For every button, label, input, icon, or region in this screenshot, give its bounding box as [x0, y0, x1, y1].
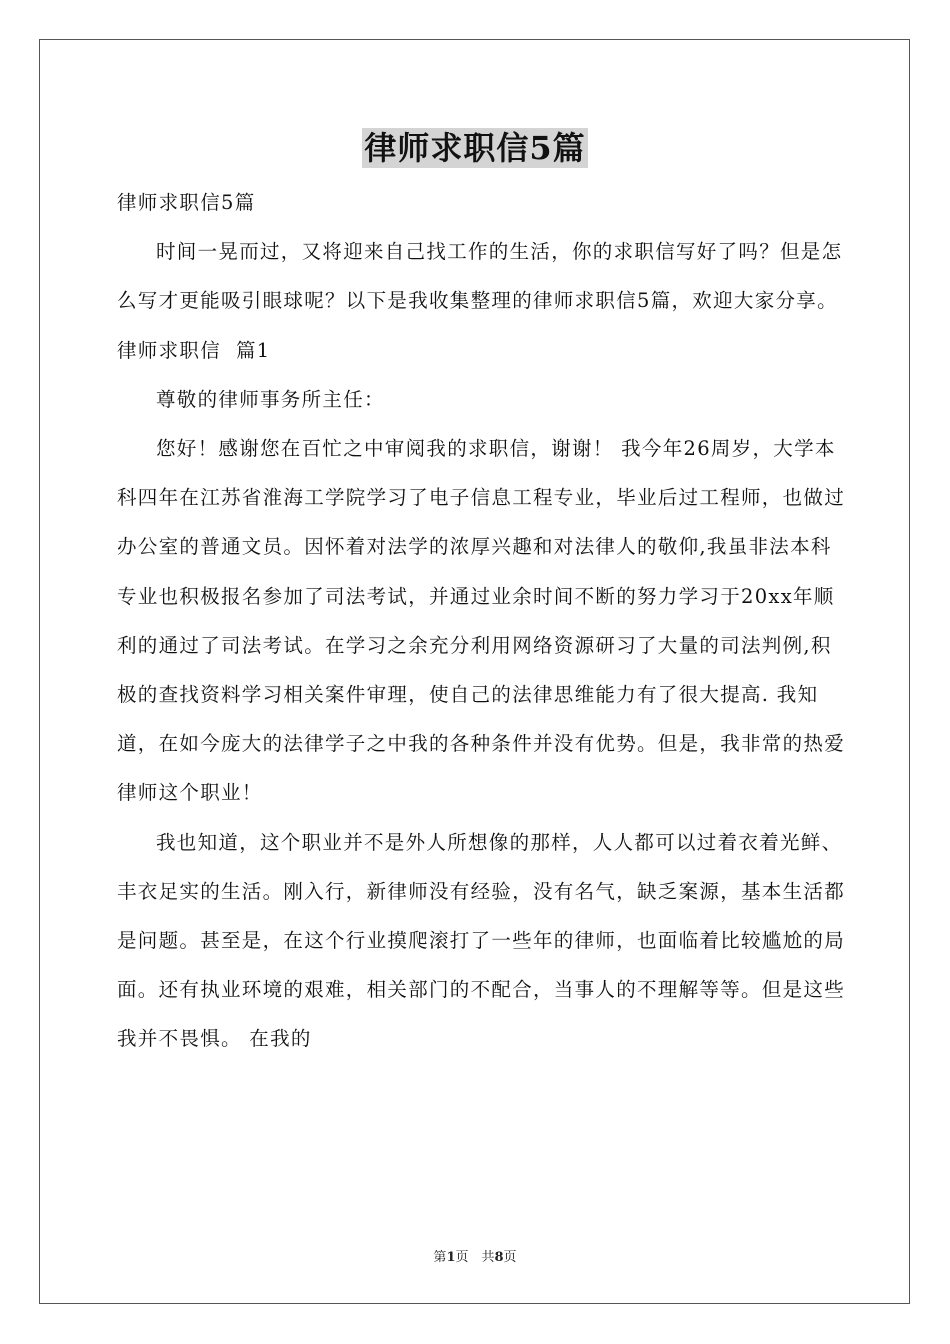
body-paragraph-2: 我也知道，这个职业并不是外人所想像的那样，人人都可以过着衣着光鲜、丰衣足实的生活。刚入行，新律师没有经验，没有名气，缺乏案源，基本生活都是问题。甚至是，在这个行业摸爬滚打了一些年的律师，也面临着比较尴尬的局面。还有执业环境的艰难，相关部门的不配合，当事人的不理解等等。但是这些我并不畏惧。 在我的 — [117, 830, 846, 1051]
footer-suffix: 页 — [503, 1250, 517, 1265]
salutation-line: 尊敬的律师事务所主任： — [156, 387, 385, 411]
footer-mid: 页 共 — [455, 1250, 495, 1265]
intro-paragraph: 时间一晃而过，又将迎来自己找工作的生活，你的求职信写好了吗？但是怎么写才更能吸引眼球呢？以下是我收集整理的律师求职信5篇，欢迎大家分享。 — [117, 240, 843, 313]
footer-prefix: 第 — [433, 1250, 447, 1265]
section-heading: 律师求职信 篇1 — [117, 338, 271, 362]
footer-total-pages: 8 — [494, 1250, 504, 1265]
document-title: 律师求职信5篇 — [364, 129, 586, 167]
title-container — [0, 128, 950, 168]
document-body — [117, 178, 850, 1064]
subtitle-line: 律师求职信5篇 — [117, 191, 256, 214]
body-paragraph-1: 您好！感谢您在百忙之中审阅我的求职信，谢谢！ 我今年26周岁，大学本科四年在江苏省淮海工学院学习了电子信息工程专业，毕业后过工程师，也做过办公室的普通文员。因怀着对法学的浓厚兴趣和对法律人的敬仰,我虽非法本科专业也积极报名参加了司法考试，并通过业余时间不断的努力学习于20xx年顺利的通过了司法考试。在学习之余充分利用网络资源研习了大量的司法判例,积极的查找资料学习相关案件审理，使自己的法律思维能力有了很大提高. 我知道，在如今庞大的法律学子之中我的各种条件并没有优势。但是，我非常的热爱律师这个职业！ — [117, 437, 846, 805]
page-footer — [0, 1246, 950, 1265]
footer-page-number: 1 — [446, 1250, 456, 1265]
